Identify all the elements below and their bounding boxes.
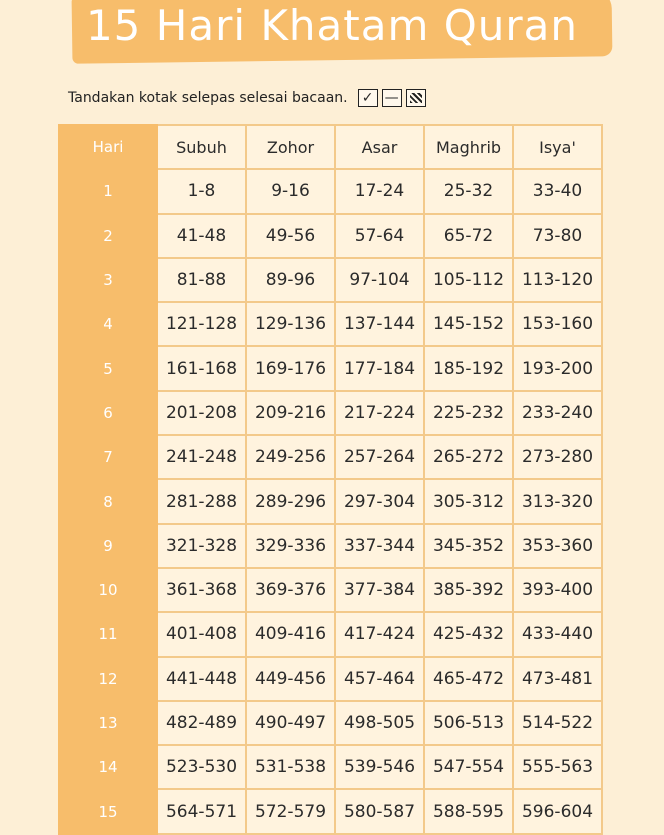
page-range-cell[interactable]: 193-200 — [513, 346, 602, 390]
page-range-cell[interactable]: 185-192 — [424, 346, 513, 390]
page-range-cell[interactable]: 377-384 — [335, 568, 424, 612]
page-range-cell[interactable]: 465-472 — [424, 657, 513, 701]
page-range-cell[interactable]: 145-152 — [424, 302, 513, 346]
table-header-row — [59, 125, 602, 169]
instruction-row — [68, 86, 426, 110]
table-row — [59, 568, 602, 612]
page-range-cell[interactable]: 241-248 — [157, 435, 246, 479]
page-range-cell[interactable]: 257-264 — [335, 435, 424, 479]
page-range-cell[interactable]: 281-288 — [157, 479, 246, 523]
page-range-cell[interactable]: 588-595 — [424, 789, 513, 833]
page-title: 15 Hari Khatam Quran — [85, 1, 579, 50]
page-range-cell[interactable]: 161-168 — [157, 346, 246, 390]
page-range-cell[interactable]: 209-216 — [246, 391, 335, 435]
table-row — [59, 789, 602, 833]
day-number: 13 — [59, 701, 157, 745]
page-range-cell[interactable]: 531-538 — [246, 745, 335, 789]
checkmark-icon: ✓ — [358, 89, 378, 107]
page-range-cell[interactable]: 539-546 — [335, 745, 424, 789]
table-row — [59, 479, 602, 523]
page-range-cell[interactable]: 385-392 — [424, 568, 513, 612]
page-range-cell[interactable]: 265-272 — [424, 435, 513, 479]
column-header-isya: Isya' — [513, 125, 602, 169]
page-range-cell[interactable]: 89-96 — [246, 258, 335, 302]
column-header-zohor: Zohor — [246, 125, 335, 169]
filled-box-icon — [406, 89, 426, 107]
table-row — [59, 258, 602, 302]
page-range-cell[interactable]: 433-440 — [513, 612, 602, 656]
page-range-cell[interactable]: 441-448 — [157, 657, 246, 701]
page-range-cell[interactable]: 555-563 — [513, 745, 602, 789]
page-range-cell[interactable]: 9-16 — [246, 169, 335, 213]
day-number: 2 — [59, 214, 157, 258]
day-number: 11 — [59, 612, 157, 656]
page-range-cell[interactable]: 113-120 — [513, 258, 602, 302]
page-range-cell[interactable]: 572-579 — [246, 789, 335, 833]
column-header-asar: Asar — [335, 125, 424, 169]
page-range-cell[interactable]: 457-464 — [335, 657, 424, 701]
table-row — [59, 169, 602, 213]
day-number: 7 — [59, 435, 157, 479]
day-number: 1 — [59, 169, 157, 213]
page-range-cell[interactable]: 321-328 — [157, 524, 246, 568]
page-range-cell[interactable]: 81-88 — [157, 258, 246, 302]
page-range-cell[interactable]: 17-24 — [335, 169, 424, 213]
page-range-cell[interactable]: 105-112 — [424, 258, 513, 302]
page-range-cell[interactable]: 514-522 — [513, 701, 602, 745]
day-number: 6 — [59, 391, 157, 435]
page-range-cell[interactable]: 49-56 — [246, 214, 335, 258]
page-range-cell[interactable]: 345-352 — [424, 524, 513, 568]
page-range-cell[interactable]: 580-587 — [335, 789, 424, 833]
page-range-cell[interactable]: 506-513 — [424, 701, 513, 745]
page-range-cell[interactable]: 305-312 — [424, 479, 513, 523]
page-range-cell[interactable]: 409-416 — [246, 612, 335, 656]
dash-icon: — — [382, 89, 402, 107]
day-number: 5 — [59, 346, 157, 390]
table-row — [59, 524, 602, 568]
page-range-cell[interactable]: 353-360 — [513, 524, 602, 568]
page-range-cell[interactable]: 129-136 — [246, 302, 335, 346]
day-number: 10 — [59, 568, 157, 612]
page-range-cell[interactable]: 249-256 — [246, 435, 335, 479]
reading-plan-table — [58, 124, 603, 835]
page-range-cell[interactable]: 73-80 — [513, 214, 602, 258]
day-number: 3 — [59, 258, 157, 302]
page-range-cell[interactable]: 273-280 — [513, 435, 602, 479]
instruction-text: Tandakan kotak selepas selesai bacaan. — [68, 90, 348, 106]
page-range-cell[interactable]: 523-530 — [157, 745, 246, 789]
page-range-cell[interactable]: 417-424 — [335, 612, 424, 656]
day-column-header: Hari — [59, 125, 157, 169]
day-number: 12 — [59, 657, 157, 701]
table-row — [59, 435, 602, 479]
page-range-cell[interactable]: 41-48 — [157, 214, 246, 258]
page-range-cell[interactable]: 33-40 — [513, 169, 602, 213]
page-range-cell[interactable]: 547-554 — [424, 745, 513, 789]
page-range-cell[interactable]: 425-432 — [424, 612, 513, 656]
page-range-cell[interactable]: 201-208 — [157, 391, 246, 435]
day-number: 9 — [59, 524, 157, 568]
page-range-cell[interactable]: 369-376 — [246, 568, 335, 612]
day-number: 14 — [59, 745, 157, 789]
page-range-cell[interactable]: 97-104 — [335, 258, 424, 302]
page-range-cell[interactable]: 233-240 — [513, 391, 602, 435]
page-range-cell[interactable]: 449-456 — [246, 657, 335, 701]
page-range-cell[interactable]: 564-571 — [157, 789, 246, 833]
page-range-cell[interactable]: 169-176 — [246, 346, 335, 390]
page-range-cell[interactable]: 337-344 — [335, 524, 424, 568]
page-range-cell[interactable]: 25-32 — [424, 169, 513, 213]
table-row — [59, 701, 602, 745]
table-row — [59, 391, 602, 435]
table-row — [59, 346, 602, 390]
day-number: 4 — [59, 302, 157, 346]
page-range-cell[interactable]: 289-296 — [246, 479, 335, 523]
table-row — [59, 214, 602, 258]
page-range-cell[interactable]: 137-144 — [335, 302, 424, 346]
day-number: 15 — [59, 789, 157, 833]
page-range-cell[interactable]: 473-481 — [513, 657, 602, 701]
page-range-cell[interactable]: 225-232 — [424, 391, 513, 435]
page-range-cell[interactable]: 177-184 — [335, 346, 424, 390]
column-header-maghrib: Maghrib — [424, 125, 513, 169]
page-range-cell[interactable]: 297-304 — [335, 479, 424, 523]
page-range-cell[interactable]: 217-224 — [335, 391, 424, 435]
page-range-cell[interactable]: 121-128 — [157, 302, 246, 346]
page-range-cell[interactable]: 498-505 — [335, 701, 424, 745]
page-range-cell[interactable]: 361-368 — [157, 568, 246, 612]
table-row — [59, 745, 602, 789]
table-row — [59, 612, 602, 656]
page-range-cell[interactable]: 329-336 — [246, 524, 335, 568]
page-range-cell[interactable]: 313-320 — [513, 479, 602, 523]
column-header-subuh: Subuh — [157, 125, 246, 169]
page-range-cell[interactable]: 65-72 — [424, 214, 513, 258]
page-range-cell[interactable]: 1-8 — [157, 169, 246, 213]
page-range-cell[interactable]: 153-160 — [513, 302, 602, 346]
page-range-cell[interactable]: 393-400 — [513, 568, 602, 612]
page-range-cell[interactable]: 57-64 — [335, 214, 424, 258]
page-range-cell[interactable]: 401-408 — [157, 612, 246, 656]
page-range-cell[interactable]: 596-604 — [513, 789, 602, 833]
table-row — [59, 302, 602, 346]
table-row — [59, 657, 602, 701]
page-range-cell[interactable]: 482-489 — [157, 701, 246, 745]
page-range-cell[interactable]: 490-497 — [246, 701, 335, 745]
day-number: 8 — [59, 479, 157, 523]
